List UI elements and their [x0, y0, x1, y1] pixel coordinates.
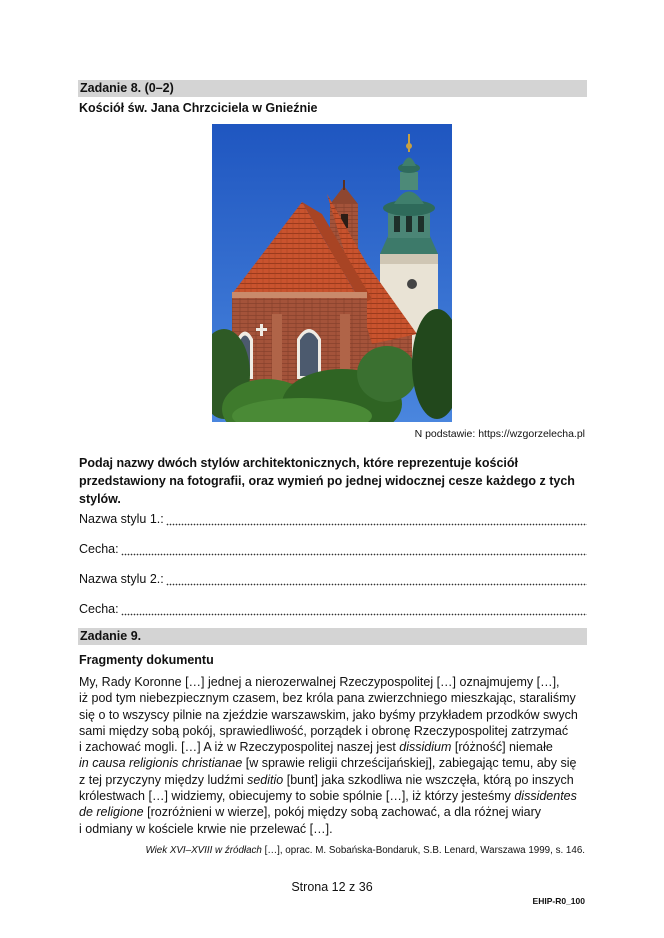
answer-line-style-2[interactable]	[79, 570, 587, 586]
task-9-header: Zadanie 9.	[78, 628, 587, 645]
photo-source: N podstawie: https://wzgorzelecha.pl	[414, 428, 585, 440]
task-9-title: Fragmenty dokumentu	[79, 653, 214, 667]
document-line: My, Rady Koronne […] jednej a nierozerwalnej Rzeczypospolitej […] oznajmujemy […],	[79, 675, 560, 689]
answer-line-feature-1[interactable]	[79, 540, 587, 556]
task-8-header: Zadanie 8. (0–2)	[78, 80, 587, 97]
dotted-line	[166, 514, 587, 526]
church-photo	[212, 124, 452, 422]
task-8-title: Kościół św. Jana Chrzciciela w Gnieźnie	[79, 101, 318, 115]
document-line: in causa religionis christianae [w sprawie religii chrześcijańskiej], zabiegając temu, aby się	[79, 756, 577, 771]
dotted-line	[166, 574, 587, 586]
citation-title: Wiek XVI–XVIII w źródłach	[145, 845, 262, 856]
document-line: sami między sobą pokój, sprawiedliwość, porządek i obronę Rzeczypospolitej zatrzymać	[79, 723, 569, 738]
document-line: królestwach […] widziemy, obiecujemy to sobie spólnie […], iż którzy jesteśmy dissidentes	[79, 789, 577, 804]
document-line: z tej przyczyny między ludźmi seditio [bunt] jaka szkodliwa nie wszczęła, którą po inszych	[79, 772, 574, 787]
answer-label: Nazwa stylu 1.:	[79, 512, 164, 526]
answer-label: Cecha:	[79, 602, 119, 616]
exam-code: EHIP-R0_100	[532, 896, 585, 906]
document-line: się o to wszyscy pilnie na zjeździe warszawskim, jako byśmy przykładem przodków swych	[79, 707, 578, 722]
dotted-line	[121, 604, 587, 616]
answer-line-feature-2[interactable]	[79, 600, 587, 616]
document-line: i odmiany w kościele krwie nie przelewać […].	[79, 821, 333, 836]
document-excerpt	[79, 674, 589, 837]
document-line: iż pod tym niebezpiecznym czasem, bez króla pana zwierzchniego mieszkając, staraliśmy	[79, 691, 576, 706]
source-citation	[145, 845, 585, 856]
document-line: de religione [rozróżnieni w wierze], pokój między sobą zachować, a dla różnej wiary	[79, 805, 542, 820]
page-number: Strona 12 z 36	[291, 880, 373, 894]
document-line: i zachować mogli. […] A iż w Rzeczypospolitej naszej jest dissidium [różność] niemałe	[79, 740, 553, 755]
answer-label: Nazwa stylu 2.:	[79, 572, 164, 586]
citation-details: […], oprac. M. Sobańska-Bondaruk, S.B. Lenard, Warszawa 1999, s. 146.	[261, 845, 585, 856]
answer-line-style-1[interactable]	[79, 510, 587, 526]
task-8-question: Podaj nazwy dwóch stylów architektonicznych, które reprezentuje kościół przedstawiony na fotografii, oraz wymień po jednej widocznej cesze każdego z tych stylów.	[79, 456, 575, 506]
dotted-line	[121, 544, 587, 556]
answer-label: Cecha:	[79, 542, 119, 556]
